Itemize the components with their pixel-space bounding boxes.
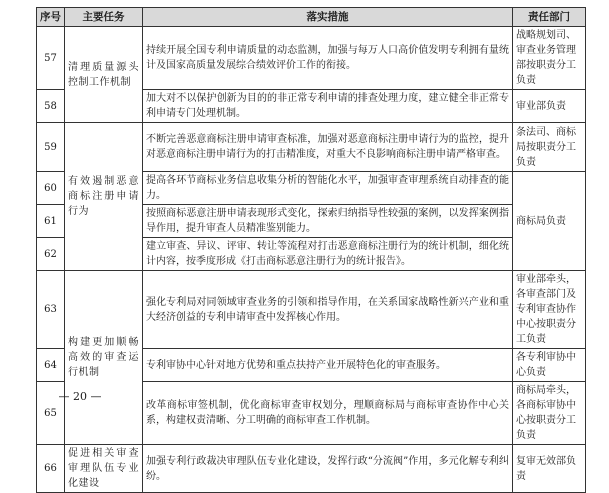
table-header-row	[37, 8, 586, 27]
department-cell: 复审无效部负责	[513, 445, 586, 493]
measure-cell: 强化专利局对同领域审查业务的引领和指导作用，在关系国家战略性新兴产业和重大经济创益的专利申请审查中发挥核心作用。	[143, 271, 513, 349]
row-number: 61	[37, 205, 65, 238]
row-number: 57	[37, 27, 65, 90]
header-measure: 落实措施	[143, 8, 513, 27]
row-number: 62	[37, 238, 65, 271]
measure-cell: 加强专利行政裁决审理队伍专业化建设，发挥行政“分流阀”作用，多元化解专利纠纷。	[143, 445, 513, 493]
department-cell: 审业部牵头，各审查部门及专利审查协作中心按职责分工负责	[513, 271, 586, 349]
policy-table	[36, 7, 586, 493]
department-cell: 各专利审协中心负责	[513, 349, 586, 382]
measure-cell: 按照商标恶意注册申请表现形式变化，探索归纳指导性较强的案例，以发挥案例指导作用，提升审查人员精准鉴别能力。	[143, 205, 513, 238]
row-number: 59	[37, 123, 65, 172]
page-number: — 20 —	[58, 390, 102, 403]
row-number: 58	[37, 90, 65, 123]
table-row	[37, 123, 586, 172]
measure-cell: 提高各环节商标业务信息收集分析的智能化水平，加强审查审理系统自动排查的能力。	[143, 172, 513, 205]
measure-cell: 不断完善恶意商标注册申请审查标准，加强对恶意商标注册申请行为的监控，提升对恶意商标注册申请行为的打击精准度，对重大不良影响商标注册申请严格审查。	[143, 123, 513, 172]
table-row	[37, 445, 586, 493]
measure-cell: 建立审查、异议、评审、转让等流程对打击恶意商标注册行为的统计机制，细化统计内容，按季度形成《打击商标恶意注册行为的统计报告》。	[143, 238, 513, 271]
measure-cell: 持续开展全国专利申请质量的动态监测，加强与每万人口高价值发明专利拥有量统计及国家高质量发展综合绩效评价工作的衔接。	[143, 27, 513, 90]
measure-cell: 改革商标审签机制，优化商标审查审权划分，理顺商标局与商标审查协作中心关系，构建权责清晰、分工明确的商标审查工作机制。	[143, 382, 513, 445]
table-row	[37, 271, 586, 349]
measure-cell: 加大对不以保护创新为目的的非正常专利申请的排查处理力度，建立健全非正常专利申请专门处理机制。	[143, 90, 513, 123]
task-cell: 清理质量源头控制工作机制	[65, 27, 143, 123]
header-department: 责任部门	[513, 8, 586, 27]
department-cell: 商标局负责	[513, 172, 586, 271]
row-number: 64	[37, 349, 65, 382]
department-cell: 审业部负责	[513, 90, 586, 123]
department-cell: 商标局牵头，各商标审协中心按职责分工负责	[513, 382, 586, 445]
task-cell: 促进相关审查审理队伍专业化建设	[65, 445, 143, 493]
row-number: 63	[37, 271, 65, 349]
row-number: 66	[37, 445, 65, 493]
row-number: 65	[37, 382, 65, 445]
header-serial: 序号	[37, 8, 65, 27]
header-task: 主要任务	[65, 8, 143, 27]
measure-cell: 专利审协中心针对地方优势和重点扶持产业开展特色化的审查服务。	[143, 349, 513, 382]
row-number: 60	[37, 172, 65, 205]
task-cell: 有效遏制恶意商标注册申请行为	[65, 123, 143, 271]
table-row	[37, 27, 586, 90]
department-cell: 条法司、商标局按职责分工负责	[513, 123, 586, 172]
task-cell: 构建更加顺畅高效的审查运行机制	[65, 271, 143, 445]
department-cell: 战略规划司、审查业务管理部按职责分工负责	[513, 27, 586, 90]
